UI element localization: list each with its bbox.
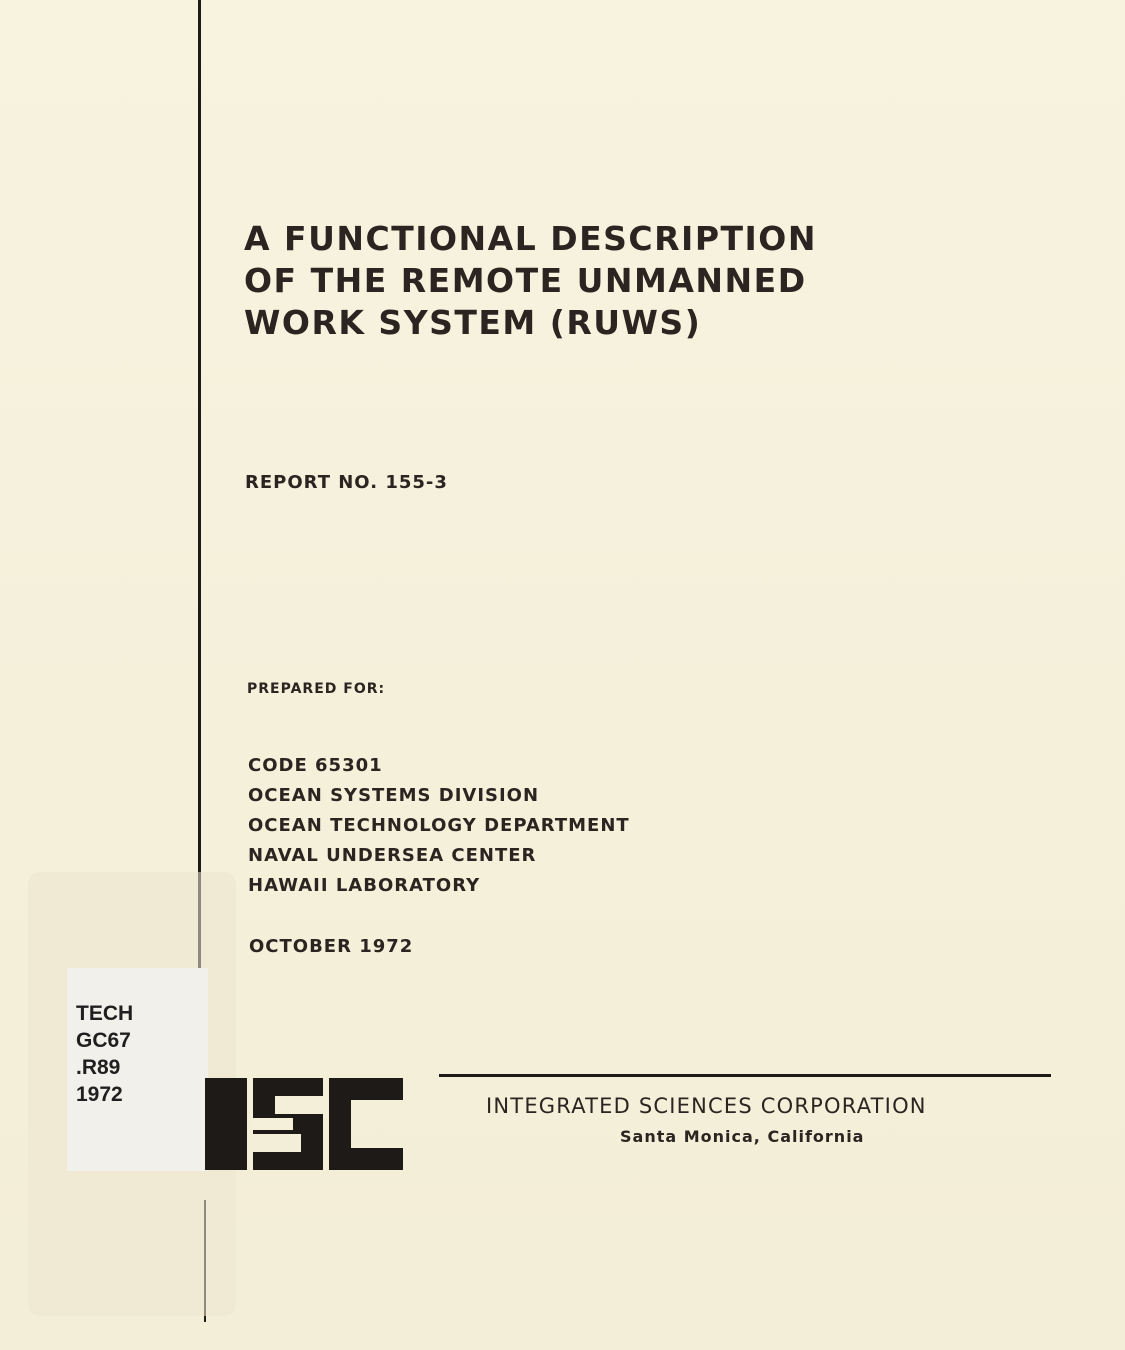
publisher-name: INTEGRATED SCIENCES CORPORATION xyxy=(486,1094,927,1118)
title-line: A FUNCTIONAL DESCRIPTION xyxy=(244,219,817,258)
call-number-line: 1972 xyxy=(76,1083,123,1106)
address-line: HAWAII LABORATORY xyxy=(248,875,481,896)
address-line: CODE 65301 xyxy=(248,755,383,776)
isc-logo xyxy=(205,1078,405,1170)
call-number-line: .R89 xyxy=(76,1056,121,1079)
call-number xyxy=(76,1000,133,1108)
call-number-line: GC67 xyxy=(76,1029,131,1052)
address-line: OCEAN SYSTEMS DIVISION xyxy=(248,785,540,806)
report-date: OCTOBER 1972 xyxy=(249,936,414,957)
prepared-for-label: PREPARED FOR: xyxy=(247,681,386,697)
report-title xyxy=(244,218,944,344)
address-line: OCEAN TECHNOLOGY DEPARTMENT xyxy=(248,815,630,836)
call-number-line: TECH xyxy=(76,1002,134,1025)
recipient-address xyxy=(248,751,630,901)
publisher-rule xyxy=(439,1074,1051,1077)
publisher-location: Santa Monica, California xyxy=(620,1127,865,1146)
report-number: REPORT NO. 155-3 xyxy=(245,472,448,493)
title-line: OF THE REMOTE UNMANNED xyxy=(244,261,807,300)
address-line: NAVAL UNDERSEA CENTER xyxy=(248,845,537,866)
title-line: WORK SYSTEM (RUWS) xyxy=(244,303,702,342)
